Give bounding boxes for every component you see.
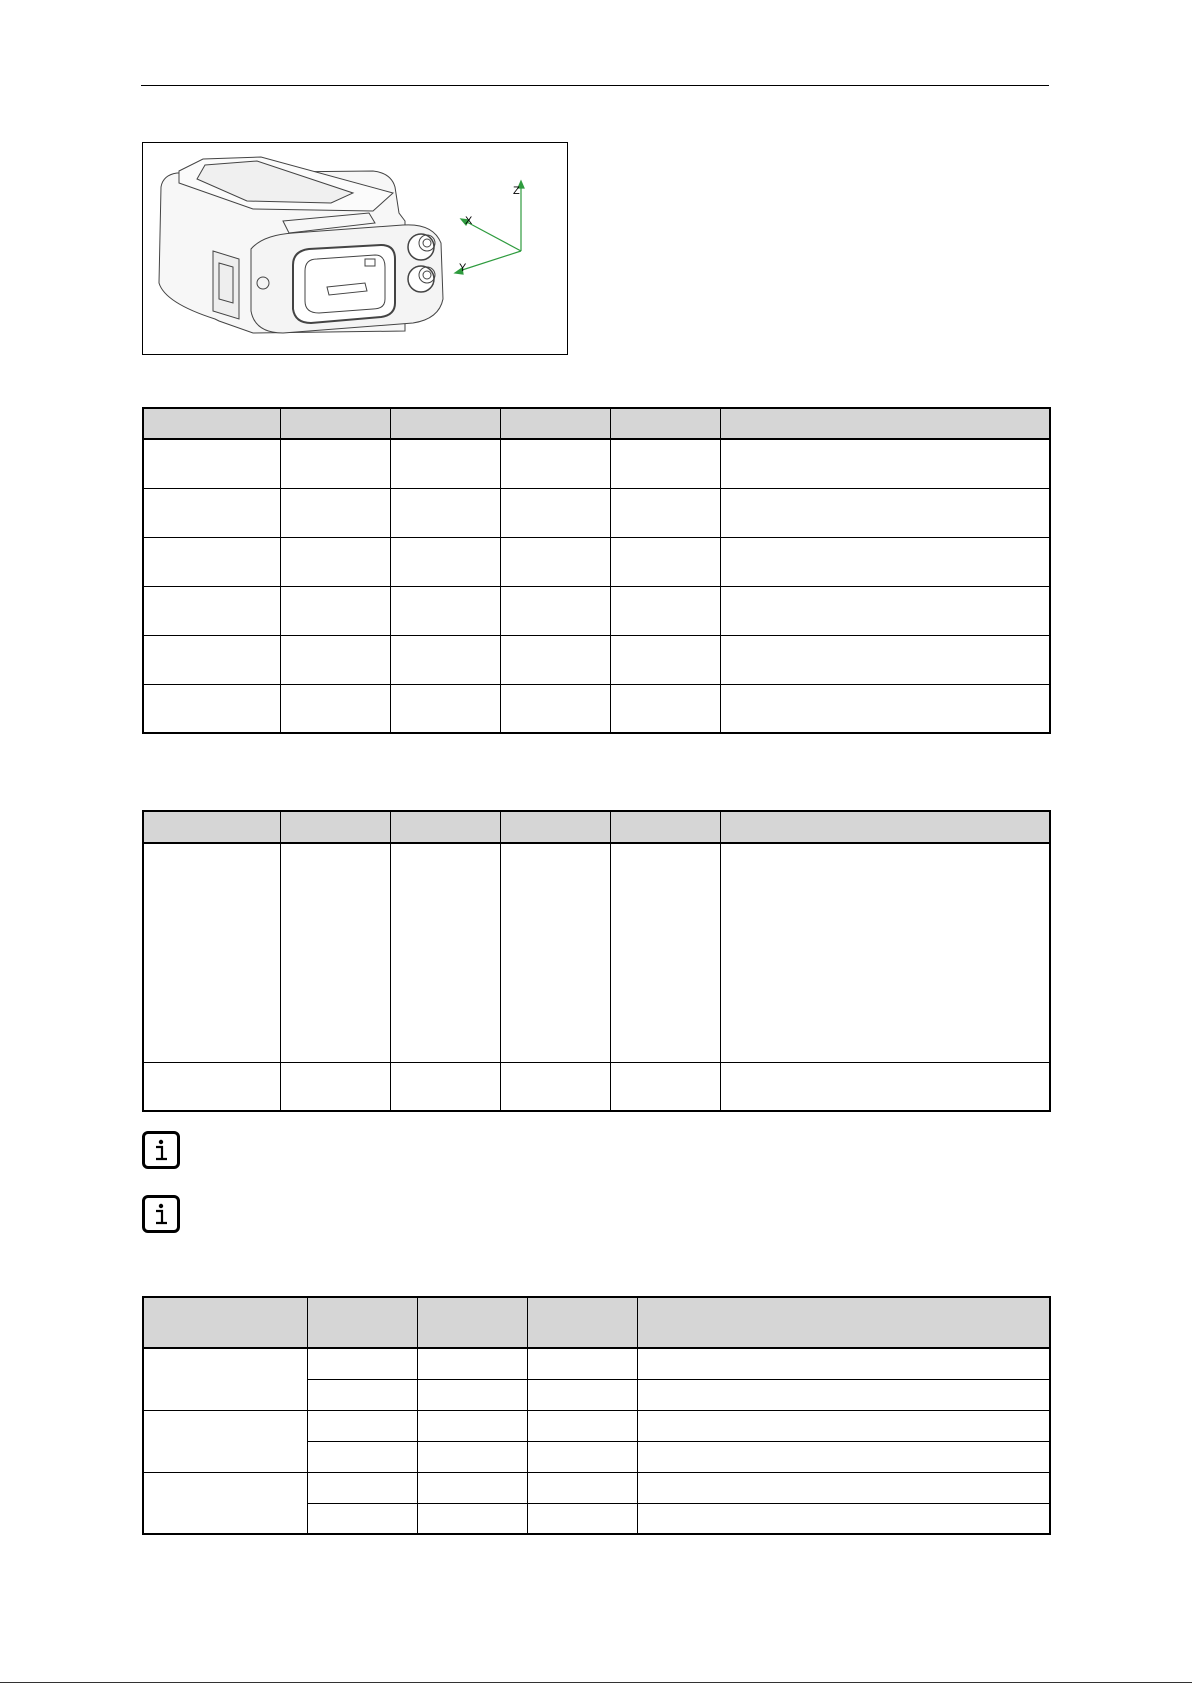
table-row bbox=[143, 684, 1050, 733]
table-row bbox=[143, 1410, 1050, 1441]
header-cell bbox=[417, 1297, 527, 1348]
table-row bbox=[143, 635, 1050, 684]
axis-label-y: Y bbox=[459, 262, 467, 274]
header-cell bbox=[610, 811, 720, 843]
table-row bbox=[143, 439, 1050, 488]
table-header-row bbox=[143, 811, 1050, 843]
device-figure bbox=[142, 142, 568, 355]
table-header-row bbox=[143, 1297, 1050, 1348]
group-cell bbox=[143, 1410, 307, 1472]
axis-label-z: Z bbox=[513, 185, 520, 197]
info-icon bbox=[142, 1195, 180, 1233]
header-cell bbox=[500, 811, 610, 843]
header-cell bbox=[527, 1297, 637, 1348]
specification-table-2 bbox=[142, 810, 1051, 1112]
table-header-row bbox=[143, 408, 1050, 439]
info-icon bbox=[142, 1131, 180, 1169]
table-row bbox=[143, 537, 1050, 586]
table-row bbox=[143, 1062, 1050, 1111]
device-illustration bbox=[143, 143, 567, 354]
header-cell bbox=[143, 811, 280, 843]
header-cell bbox=[500, 408, 610, 439]
header-cell bbox=[390, 408, 500, 439]
header-cell bbox=[637, 1297, 1050, 1348]
header-cell bbox=[280, 811, 390, 843]
table-row bbox=[143, 586, 1050, 635]
specification-table-1 bbox=[142, 407, 1051, 734]
table-row bbox=[143, 1348, 1050, 1379]
header-cell bbox=[610, 408, 720, 439]
header-cell bbox=[143, 408, 280, 439]
axis-label-x: X bbox=[465, 215, 473, 227]
table-row bbox=[143, 1472, 1050, 1503]
header-cell bbox=[307, 1297, 417, 1348]
group-cell bbox=[143, 1348, 307, 1410]
group-cell bbox=[143, 1472, 307, 1534]
specification-table-3 bbox=[142, 1296, 1051, 1535]
header-cell bbox=[390, 811, 500, 843]
table-row bbox=[143, 843, 1050, 1062]
header-cell bbox=[143, 1297, 307, 1348]
table-row bbox=[143, 488, 1050, 537]
header-cell bbox=[280, 408, 390, 439]
header-cell bbox=[720, 408, 1050, 439]
header-cell bbox=[720, 811, 1050, 843]
footer-rule bbox=[0, 1682, 1192, 1683]
header-rule bbox=[141, 85, 1049, 86]
